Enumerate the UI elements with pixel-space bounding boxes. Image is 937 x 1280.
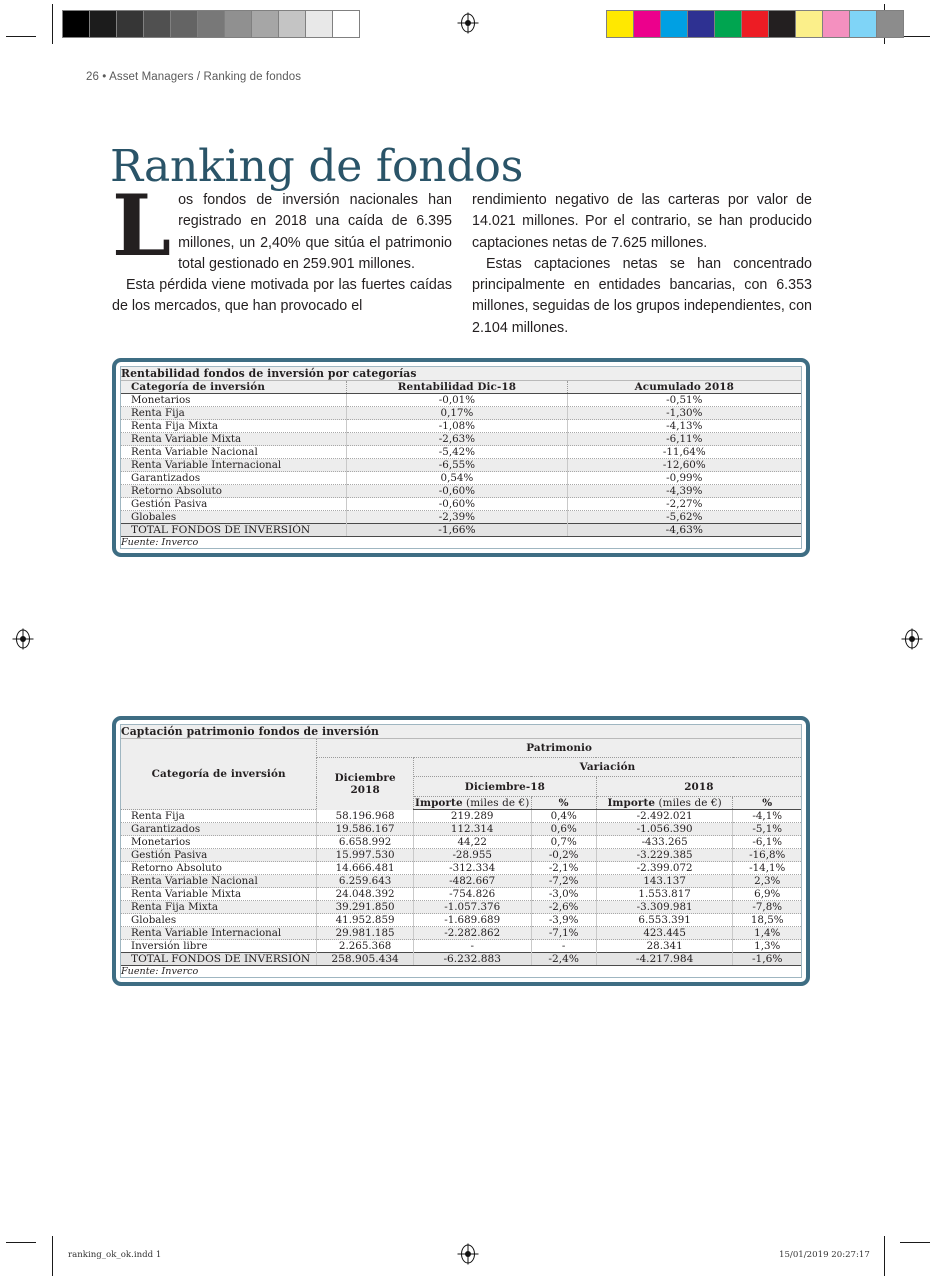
table-row <box>121 459 801 472</box>
row-value-cell: -3.229.385 <box>596 849 733 862</box>
row-category-cell: Globales <box>121 511 347 524</box>
row-value-cell: -2,39% <box>347 511 567 524</box>
swatch-6 <box>225 11 252 37</box>
row-category-cell: Retorno Absoluto <box>121 485 347 498</box>
print-marks-bar <box>0 0 937 48</box>
registration-target-icon-right <box>901 628 923 650</box>
table-row <box>121 472 801 485</box>
table2-header-pct-dic18: % <box>531 797 596 810</box>
total-value-cell: -6.232.883 <box>413 953 531 966</box>
swatch-8 <box>823 11 850 37</box>
table-row <box>121 394 801 407</box>
table-card-rentabilidad <box>112 358 810 557</box>
table-row <box>121 810 801 823</box>
row-value-cell: -1.689.689 <box>413 914 531 927</box>
trim-mark-footer-left-horizontal <box>6 1242 36 1243</box>
row-value-cell: 0,7% <box>531 836 596 849</box>
row-value-cell: -7,2% <box>531 875 596 888</box>
article-paragraph-2: Esta pérdida viene motivada por las fuertes caídas de los mercados, que han provocado el <box>112 277 452 315</box>
table2-body <box>121 810 801 953</box>
swatch-2 <box>661 11 688 37</box>
table-row <box>121 901 801 914</box>
row-value-cell: -7,8% <box>733 901 801 914</box>
row-value-cell: 28.341 <box>596 940 733 953</box>
row-value-cell: 15.997.530 <box>317 849 414 862</box>
total-value-cell: -4,63% <box>567 524 801 537</box>
row-value-cell: -2,1% <box>531 862 596 875</box>
table1-body <box>121 394 801 524</box>
table-source-note: Fuente: Inverco <box>121 966 801 978</box>
row-value-cell: -6,1% <box>733 836 801 849</box>
swatch-9 <box>306 11 333 37</box>
table-row <box>121 836 801 849</box>
table2-header-diciembre-label: Diciembre <box>334 771 396 784</box>
swatch-2 <box>117 11 144 37</box>
table-total-row <box>121 524 801 537</box>
row-category-cell: Globales <box>121 914 317 927</box>
row-value-cell: 19.586.167 <box>317 823 414 836</box>
swatch-8 <box>279 11 306 37</box>
row-value-cell: 143.137 <box>596 875 733 888</box>
row-category-cell: Renta Fija Mixta <box>121 420 347 433</box>
row-value-cell: -4,1% <box>733 810 801 823</box>
row-category-cell: Garantizados <box>121 823 317 836</box>
grayscale-swatch-strip <box>62 10 360 38</box>
row-value-cell: -1.056.390 <box>596 823 733 836</box>
table-source-row <box>121 966 801 978</box>
table2-header-importe-dic18 <box>413 797 531 810</box>
table1-col-header-2: Acumulado 2018 <box>567 381 801 394</box>
row-value-cell: -4,39% <box>567 485 801 498</box>
total-label-cell: TOTAL FONDOS DE INVERSIÓN <box>121 524 347 537</box>
article-paragraph-1-text: os fondos de inversión nacionales han registrado en 2018 una caída de 6.395 millones, un 2,40% que sitúa el patrimonio total gestionado en 259.901 millones. <box>178 192 452 272</box>
table2-header-diciembre-year: 2018 <box>350 783 380 796</box>
row-value-cell: 1.553.817 <box>596 888 733 901</box>
article-paragraph-4: Estas captaciones netas se han concentrado principalmente en entidades bancarias, con 6.353 millones, seguidas de los grupos independientes, con 2.104 millones. <box>472 255 812 336</box>
row-category-cell: Gestión Pasiva <box>121 849 317 862</box>
swatch-1 <box>90 11 117 37</box>
table2-header-pct-2018: % <box>733 797 801 810</box>
slug-filename: ranking_ok_ok.indd 1 <box>68 1250 162 1260</box>
row-value-cell: -754.826 <box>413 888 531 901</box>
row-value-cell: 219.289 <box>413 810 531 823</box>
print-slug-footer <box>0 1228 937 1280</box>
page-title: Ranking de fondos <box>110 141 524 193</box>
row-value-cell: -0,60% <box>347 498 567 511</box>
table-inner-frame-2 <box>120 724 802 978</box>
table-row <box>121 498 801 511</box>
row-value-cell: -1,30% <box>567 407 801 420</box>
row-category-cell: Renta Variable Mixta <box>121 888 317 901</box>
row-category-cell: Renta Fija <box>121 407 347 420</box>
table-row <box>121 433 801 446</box>
row-value-cell: -433.265 <box>596 836 733 849</box>
row-value-cell: 112.314 <box>413 823 531 836</box>
swatch-3 <box>688 11 715 37</box>
registration-target-icon <box>457 12 479 34</box>
swatch-0 <box>607 11 634 37</box>
swatch-5 <box>742 11 769 37</box>
swatch-3 <box>144 11 171 37</box>
row-value-cell: 18,5% <box>733 914 801 927</box>
trim-mark-footer-left-vertical <box>52 1236 53 1276</box>
table2-header-group-dic18: Diciembre-18 <box>413 777 596 797</box>
row-category-cell: Retorno Absoluto <box>121 862 317 875</box>
row-value-cell: 14.666.481 <box>317 862 414 875</box>
table-row <box>121 849 801 862</box>
row-category-cell: Renta Variable Nacional <box>121 446 347 459</box>
total-value-cell: -2,4% <box>531 953 596 966</box>
swatch-5 <box>198 11 225 37</box>
table-row <box>121 927 801 940</box>
article-paragraph-1 <box>112 176 452 275</box>
table2-caption: Captación patrimonio fondos de inversión <box>121 725 801 739</box>
row-value-cell: -1.057.376 <box>413 901 531 914</box>
table2-header-importe-2018 <box>596 797 733 810</box>
table1-caption-row <box>121 367 801 381</box>
trim-mark-left-vertical <box>52 4 53 44</box>
table1-caption: Rentabilidad fondos de inversión por categorías <box>121 367 801 381</box>
row-category-cell: Garantizados <box>121 472 347 485</box>
row-value-cell: 6.553.391 <box>596 914 733 927</box>
row-value-cell: 423.445 <box>596 927 733 940</box>
table1-footer <box>121 524 801 549</box>
article-paragraph-3: rendimiento negativo de las carteras por valor de 14.021 millones. Por el contrario, se han producido captaciones netas de 7.625 millones. <box>472 192 812 251</box>
table-row <box>121 888 801 901</box>
row-value-cell: -312.334 <box>413 862 531 875</box>
table-card-captacion <box>112 716 810 986</box>
row-value-cell: 6,9% <box>733 888 801 901</box>
row-value-cell: 1,4% <box>733 927 801 940</box>
row-category-cell: Inversión libre <box>121 940 317 953</box>
table-row <box>121 407 801 420</box>
row-value-cell: 58.196.968 <box>317 810 414 823</box>
total-label-cell: TOTAL FONDOS DE INVERSIÓN <box>121 953 317 966</box>
row-category-cell: Renta Variable Mixta <box>121 433 347 446</box>
trim-mark-left-horizontal <box>6 36 36 37</box>
row-category-cell: Monetarios <box>121 394 347 407</box>
table-total-row <box>121 953 801 966</box>
color-swatch-strip <box>606 10 904 38</box>
table1-col-header-1: Rentabilidad Dic-18 <box>347 381 567 394</box>
row-value-cell: -0,2% <box>531 849 596 862</box>
row-value-cell: -12,60% <box>567 459 801 472</box>
row-category-cell: Renta Variable Internacional <box>121 927 317 940</box>
row-value-cell: -6,11% <box>567 433 801 446</box>
row-value-cell: -6,55% <box>347 459 567 472</box>
article-column-right <box>472 190 812 339</box>
row-value-cell: 24.048.392 <box>317 888 414 901</box>
row-value-cell: -2,27% <box>567 498 801 511</box>
row-category-cell: Renta Fija Mixta <box>121 901 317 914</box>
table2-caption-row <box>121 725 801 739</box>
row-value-cell: -2,63% <box>347 433 567 446</box>
row-value-cell: -5,62% <box>567 511 801 524</box>
row-category-cell: Renta Variable Internacional <box>121 459 347 472</box>
row-value-cell: 1,3% <box>733 940 801 953</box>
article-column-left <box>112 176 452 318</box>
registration-target-icon-footer <box>457 1243 479 1265</box>
row-value-cell: -3.309.981 <box>596 901 733 914</box>
row-value-cell: -28.955 <box>413 849 531 862</box>
table-row <box>121 823 801 836</box>
row-value-cell: -7,1% <box>531 927 596 940</box>
table-row <box>121 940 801 953</box>
table-row <box>121 511 801 524</box>
drop-cap: L <box>112 176 172 275</box>
table2-header-patrimonio: Patrimonio <box>317 739 801 758</box>
total-value-cell: -1,6% <box>733 953 801 966</box>
total-value-cell: 258.905.434 <box>317 953 414 966</box>
row-value-cell: -4,13% <box>567 420 801 433</box>
trim-mark-right-horizontal <box>900 36 930 37</box>
row-value-cell: - <box>531 940 596 953</box>
row-value-cell: 44,22 <box>413 836 531 849</box>
row-value-cell: -14,1% <box>733 862 801 875</box>
table2-header-importe-dic18-strong: Importe <box>415 797 463 809</box>
row-category-cell: Renta Variable Nacional <box>121 875 317 888</box>
row-value-cell: 2.265.368 <box>317 940 414 953</box>
swatch-9 <box>850 11 877 37</box>
row-value-cell: -3,9% <box>531 914 596 927</box>
row-value-cell: -2.492.021 <box>596 810 733 823</box>
trim-mark-footer-right-horizontal <box>900 1242 930 1243</box>
table-row <box>121 875 801 888</box>
table2-header-importe-2018-strong: Importe <box>607 797 656 809</box>
row-value-cell: -0,51% <box>567 394 801 407</box>
row-value-cell: -1,08% <box>347 420 567 433</box>
rentabilidad-table <box>121 367 801 548</box>
swatch-6 <box>769 11 796 37</box>
row-value-cell: -0,60% <box>347 485 567 498</box>
row-value-cell: -2.399.072 <box>596 862 733 875</box>
table2-footer <box>121 953 801 978</box>
table-source-note: Fuente: Inverco <box>121 537 801 549</box>
table2-header-variacion: Variación <box>413 758 801 777</box>
slug-timestamp: 15/01/2019 20:27:17 <box>779 1250 870 1260</box>
row-value-cell: 0,17% <box>347 407 567 420</box>
swatch-7 <box>252 11 279 37</box>
row-value-cell: 6.658.992 <box>317 836 414 849</box>
row-value-cell: -0,99% <box>567 472 801 485</box>
row-value-cell: 2,3% <box>733 875 801 888</box>
row-value-cell: 39.291.850 <box>317 901 414 914</box>
table1-col-header-0: Categoría de inversión <box>121 381 347 394</box>
table2-header-importe-dic18-unit: (miles de €) <box>462 797 530 809</box>
table2-header-group-2018: 2018 <box>596 777 801 797</box>
trim-mark-footer-right-vertical <box>884 1236 885 1276</box>
swatch-7 <box>796 11 823 37</box>
table2-header-importe-2018-unit: (miles de €) <box>655 797 722 809</box>
row-value-cell: -11,64% <box>567 446 801 459</box>
row-value-cell: 41.952.859 <box>317 914 414 927</box>
row-value-cell: -3,0% <box>531 888 596 901</box>
swatch-4 <box>715 11 742 37</box>
swatch-4 <box>171 11 198 37</box>
row-value-cell: -5,1% <box>733 823 801 836</box>
total-value-cell: -1,66% <box>347 524 567 537</box>
row-value-cell: -16,8% <box>733 849 801 862</box>
registration-target-icon-left <box>12 628 34 650</box>
table2-header-row-1 <box>121 739 801 758</box>
row-value-cell: 0,6% <box>531 823 596 836</box>
captacion-table <box>121 725 801 977</box>
row-value-cell: -2.282.862 <box>413 927 531 940</box>
row-value-cell: -5,42% <box>347 446 567 459</box>
row-value-cell: 6.259.643 <box>317 875 414 888</box>
row-value-cell: -2,6% <box>531 901 596 914</box>
table-row <box>121 420 801 433</box>
table-row <box>121 914 801 927</box>
row-value-cell: 0,54% <box>347 472 567 485</box>
row-value-cell: 0,4% <box>531 810 596 823</box>
table2-header-diciembre-2018 <box>317 758 414 810</box>
table-source-row <box>121 537 801 549</box>
row-category-cell: Monetarios <box>121 836 317 849</box>
table-row <box>121 446 801 459</box>
row-value-cell: 29.981.185 <box>317 927 414 940</box>
running-folio: 26 • Asset Managers / Ranking de fondos <box>86 71 302 83</box>
page-content <box>0 48 937 1228</box>
table2-header-categoria: Categoría de inversión <box>121 739 317 810</box>
table-row <box>121 485 801 498</box>
swatch-0 <box>63 11 90 37</box>
table-row <box>121 862 801 875</box>
row-value-cell: - <box>413 940 531 953</box>
swatch-10 <box>333 11 359 37</box>
table-inner-frame-1 <box>120 366 802 549</box>
row-value-cell: -0,01% <box>347 394 567 407</box>
row-category-cell: Gestión Pasiva <box>121 498 347 511</box>
swatch-10 <box>877 11 903 37</box>
total-value-cell: -4.217.984 <box>596 953 733 966</box>
table1-header-row <box>121 381 801 394</box>
swatch-1 <box>634 11 661 37</box>
row-category-cell: Renta Fija <box>121 810 317 823</box>
row-value-cell: -482.667 <box>413 875 531 888</box>
